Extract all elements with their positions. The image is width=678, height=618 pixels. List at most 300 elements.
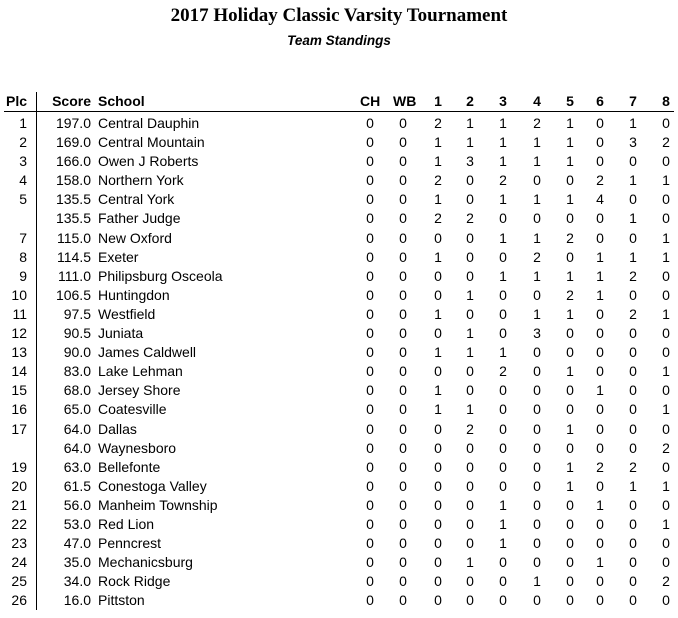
school-cell: Lake Lehman (98, 363, 183, 380)
table-row (0, 267, 678, 286)
round-value-cell: 0 (466, 458, 474, 475)
round-value-cell: 0 (566, 592, 574, 609)
round-value-cell: 1 (566, 305, 574, 322)
round-value-cell: 0 (499, 286, 507, 303)
place-cell: 8 (19, 248, 27, 265)
round-value-cell: 1 (499, 134, 507, 151)
round-value-cell: 0 (533, 496, 541, 513)
round-value-cell: 0 (629, 286, 637, 303)
place-cell: 17 (11, 420, 27, 437)
round-value-cell: 0 (434, 267, 442, 284)
school-cell: Exeter (98, 248, 139, 265)
round-value-cell: 1 (629, 477, 637, 494)
round-value-cell: 0 (466, 267, 474, 284)
round-value-cell: 0 (566, 496, 574, 513)
round-value-cell: 0 (399, 229, 407, 246)
round-value-cell: 1 (499, 267, 507, 284)
round-value-cell: 0 (466, 496, 474, 513)
round-value-cell: 1 (434, 153, 442, 170)
round-value-cell: 1 (434, 191, 442, 208)
round-value-cell: 2 (533, 115, 541, 131)
round-value-cell: 0 (596, 363, 604, 380)
round-value-cell: 1 (533, 267, 541, 284)
round-value-cell: 0 (399, 210, 407, 227)
place-cell: 11 (12, 305, 27, 322)
round-value-cell: 0 (596, 134, 604, 151)
place-cell: 14 (11, 363, 27, 380)
score-cell: 115.0 (57, 229, 91, 246)
round-value-cell: 0 (366, 229, 374, 246)
school-cell: Red Lion (98, 515, 155, 532)
table-row (0, 343, 678, 362)
round-value-cell: 1 (629, 210, 637, 227)
round-value-cell: 0 (366, 210, 374, 227)
school-cell: Jersey Shore (98, 382, 181, 399)
round-value-cell: 0 (566, 210, 574, 227)
round-value-cell: 0 (662, 592, 670, 609)
score-cell: 197.0 (55, 115, 91, 131)
round-value-cell: 1 (499, 515, 507, 532)
header-round-7: 6 (596, 93, 604, 109)
score-cell: 64.0 (63, 439, 91, 456)
place-cell: 1 (19, 115, 27, 131)
round-value-cell: 1 (499, 153, 507, 170)
score-cell: 114.5 (57, 248, 91, 265)
round-value-cell: 0 (434, 477, 442, 494)
round-value-cell: 1 (596, 496, 604, 513)
score-cell: 90.5 (63, 325, 91, 342)
round-value-cell: 0 (399, 496, 407, 513)
header-round-5: 4 (533, 93, 541, 109)
round-value-cell: 0 (596, 115, 604, 131)
round-value-cell: 0 (399, 535, 407, 552)
table-row (0, 362, 678, 381)
place-cell: 13 (11, 344, 27, 361)
round-value-cell: 0 (596, 401, 604, 418)
round-value-cell: 0 (434, 439, 442, 456)
round-value-cell: 1 (533, 134, 541, 151)
round-value-cell: 0 (566, 535, 574, 552)
score-cell: 34.0 (63, 573, 91, 590)
header-score: Score (52, 93, 91, 109)
school-cell: Coatesville (98, 401, 167, 418)
round-value-cell: 1 (499, 115, 507, 131)
place-cell: 25 (11, 573, 27, 590)
round-value-cell: 0 (533, 401, 541, 418)
round-value-cell: 2 (434, 115, 442, 131)
table-row (0, 439, 678, 458)
round-value-cell: 1 (533, 191, 541, 208)
round-value-cell: 0 (629, 153, 637, 170)
round-value-cell: 0 (566, 382, 574, 399)
round-value-cell: 0 (499, 210, 507, 227)
round-value-cell: 0 (629, 401, 637, 418)
round-value-cell: 0 (399, 286, 407, 303)
place-cell: 12 (11, 325, 27, 342)
school-cell: Conestoga Valley (98, 477, 207, 494)
round-value-cell: 0 (466, 439, 474, 456)
round-value-cell: 0 (399, 458, 407, 475)
place-cell: 9 (19, 267, 27, 284)
round-value-cell: 0 (499, 248, 507, 265)
round-value-cell: 1 (662, 477, 670, 494)
round-value-cell: 0 (399, 477, 407, 494)
round-value-cell: 0 (466, 191, 474, 208)
header-round-3: 2 (466, 93, 474, 109)
round-value-cell: 2 (662, 439, 670, 456)
school-cell: Central Dauphin (98, 115, 200, 131)
round-value-cell: 0 (499, 401, 507, 418)
round-value-cell: 0 (366, 535, 374, 552)
round-value-cell: 0 (466, 592, 474, 609)
round-value-cell: 0 (366, 573, 374, 590)
round-value-cell: 2 (533, 248, 541, 265)
place-cell: 26 (11, 592, 27, 609)
round-value-cell: 0 (596, 515, 604, 532)
round-value-cell: 0 (366, 363, 374, 380)
round-value-cell: 0 (499, 420, 507, 437)
round-value-cell: 0 (662, 267, 670, 284)
table-row (0, 496, 678, 515)
table-row (0, 286, 678, 305)
round-value-cell: 1 (499, 496, 507, 513)
round-value-cell: 0 (533, 439, 541, 456)
round-value-cell: 0 (662, 191, 670, 208)
round-value-cell: 1 (566, 458, 574, 475)
round-value-cell: 0 (434, 515, 442, 532)
school-cell: Central Mountain (98, 134, 205, 151)
school-cell: New Oxford (98, 229, 172, 246)
table-row (0, 152, 678, 171)
round-value-cell: 0 (533, 286, 541, 303)
round-value-cell: 1 (533, 305, 541, 322)
place-cell: 7 (19, 229, 27, 246)
table-row (0, 171, 678, 190)
round-value-cell: 1 (434, 401, 442, 418)
page-subtitle: Team Standings (287, 33, 391, 48)
round-value-cell: 0 (366, 248, 374, 265)
score-cell: 56.0 (63, 496, 91, 513)
round-value-cell: 0 (629, 382, 637, 399)
header-round-2: 1 (434, 93, 442, 109)
round-value-cell: 0 (566, 401, 574, 418)
round-value-cell: 1 (466, 134, 474, 151)
round-value-cell: 1 (499, 191, 507, 208)
school-cell: Owen J Roberts (98, 153, 199, 170)
table-row (0, 324, 678, 343)
round-value-cell: 2 (629, 267, 637, 284)
round-value-cell: 1 (629, 248, 637, 265)
score-cell: 90.0 (63, 344, 91, 361)
round-value-cell: 0 (533, 172, 541, 189)
round-value-cell: 0 (662, 210, 670, 227)
round-value-cell: 0 (662, 286, 670, 303)
school-cell: Dallas (98, 420, 137, 437)
table-row (0, 114, 678, 133)
round-value-cell: 0 (399, 115, 407, 131)
round-value-cell: 2 (434, 172, 442, 189)
round-value-cell: 0 (366, 515, 374, 532)
round-value-cell: 1 (466, 344, 474, 361)
table-row (0, 190, 678, 209)
table-row (0, 305, 678, 324)
round-value-cell: 0 (466, 477, 474, 494)
round-value-cell: 0 (366, 305, 374, 322)
round-value-cell: 2 (566, 229, 574, 246)
round-value-cell: 1 (596, 248, 604, 265)
round-value-cell: 0 (434, 286, 442, 303)
table-row (0, 248, 678, 267)
school-cell: Bellefonte (98, 458, 161, 475)
header-round-8: 7 (629, 93, 637, 109)
round-value-cell: 1 (629, 172, 637, 189)
round-value-cell: 0 (399, 325, 407, 342)
round-value-cell: 0 (629, 554, 637, 571)
round-value-cell: 0 (629, 573, 637, 590)
round-value-cell: 1 (662, 172, 670, 189)
round-value-cell: 0 (434, 535, 442, 552)
round-value-cell: 1 (662, 363, 670, 380)
place-cell: 19 (11, 458, 27, 475)
school-cell: Northern York (98, 172, 184, 189)
round-value-cell: 0 (366, 401, 374, 418)
round-value-cell: 2 (662, 573, 670, 590)
round-value-cell: 0 (662, 115, 670, 131)
school-cell: James Caldwell (98, 344, 197, 361)
table-row (0, 229, 678, 248)
round-value-cell: 0 (366, 115, 374, 131)
round-value-cell: 0 (399, 573, 407, 590)
round-value-cell: 0 (366, 554, 374, 571)
page-title: 2017 Holiday Classic Varsity Tournament (170, 5, 508, 26)
round-value-cell: 0 (434, 420, 442, 437)
round-value-cell: 0 (596, 592, 604, 609)
header-divider (4, 111, 674, 112)
round-value-cell: 0 (566, 344, 574, 361)
round-value-cell: 1 (662, 229, 670, 246)
round-value-cell: 1 (533, 229, 541, 246)
round-value-cell: 1 (499, 344, 507, 361)
round-value-cell: 0 (466, 363, 474, 380)
score-cell: 68.0 (63, 382, 91, 399)
round-value-cell: 0 (499, 325, 507, 342)
school-cell: Manheim Township (98, 496, 218, 513)
round-value-cell: 1 (662, 515, 670, 532)
round-value-cell: 0 (629, 535, 637, 552)
round-value-cell: 1 (533, 573, 541, 590)
school-cell: Central York (98, 191, 175, 208)
round-value-cell: 0 (499, 439, 507, 456)
round-value-cell: 0 (596, 535, 604, 552)
score-cell: 135.5 (55, 210, 91, 227)
round-value-cell: 0 (629, 191, 637, 208)
round-value-cell: 0 (366, 134, 374, 151)
column-divider (36, 92, 37, 610)
round-value-cell: 0 (499, 592, 507, 609)
round-value-cell: 2 (434, 210, 442, 227)
round-value-cell: 1 (566, 267, 574, 284)
round-value-cell: 0 (399, 248, 407, 265)
round-value-cell: 1 (566, 153, 574, 170)
standings-table (0, 88, 678, 610)
round-value-cell: 0 (466, 573, 474, 590)
school-cell: Penncrest (98, 535, 162, 552)
round-value-cell: 0 (399, 363, 407, 380)
round-value-cell: 0 (566, 554, 574, 571)
score-cell: 63.0 (63, 458, 91, 475)
round-value-cell: 2 (596, 172, 604, 189)
round-value-cell: 0 (533, 477, 541, 494)
school-cell: Mechanicsburg (98, 554, 193, 571)
school-cell: Huntingdon (98, 286, 170, 303)
round-value-cell: 0 (629, 229, 637, 246)
place-cell: 2 (19, 134, 27, 151)
round-value-cell: 0 (466, 172, 474, 189)
round-value-cell: 1 (499, 535, 507, 552)
score-cell: 61.5 (63, 477, 91, 494)
place-cell: 24 (11, 554, 27, 571)
round-value-cell: 0 (499, 382, 507, 399)
table-row (0, 572, 678, 591)
round-value-cell: 3 (533, 325, 541, 342)
score-cell: 65.0 (63, 401, 91, 418)
round-value-cell: 0 (366, 439, 374, 456)
place-cell: 5 (19, 191, 27, 208)
school-cell: Juniata (98, 325, 144, 342)
round-value-cell: 0 (366, 496, 374, 513)
header-plc: Plc (5, 93, 27, 109)
score-cell: 166.0 (55, 153, 91, 170)
header-round-6: 5 (566, 93, 574, 109)
place-cell: 3 (19, 153, 27, 170)
round-value-cell: 2 (596, 458, 604, 475)
round-value-cell: 1 (466, 286, 474, 303)
table-row (0, 477, 678, 496)
table-row (0, 515, 678, 534)
place-cell: 10 (11, 286, 27, 303)
round-value-cell: 0 (596, 305, 604, 322)
round-value-cell: 0 (399, 554, 407, 571)
round-value-cell: 0 (596, 153, 604, 170)
round-value-cell: 0 (366, 286, 374, 303)
round-value-cell: 0 (466, 535, 474, 552)
round-value-cell: 1 (596, 267, 604, 284)
round-value-cell: 0 (596, 420, 604, 437)
round-value-cell: 2 (499, 172, 507, 189)
table-body (0, 114, 678, 610)
round-value-cell: 0 (366, 325, 374, 342)
round-value-cell: 0 (596, 325, 604, 342)
round-value-cell: 0 (662, 535, 670, 552)
round-value-cell: 0 (629, 420, 637, 437)
round-value-cell: 0 (399, 344, 407, 361)
round-value-cell: 1 (499, 229, 507, 246)
table-row (0, 381, 678, 400)
table-row (0, 534, 678, 553)
round-value-cell: 2 (466, 420, 474, 437)
round-value-cell: 0 (399, 191, 407, 208)
round-value-cell: 0 (629, 363, 637, 380)
round-value-cell: 0 (366, 153, 374, 170)
round-value-cell: 3 (629, 134, 637, 151)
round-value-cell: 1 (566, 134, 574, 151)
header-round-0: CH (360, 93, 381, 109)
round-value-cell: 0 (533, 382, 541, 399)
round-value-cell: 0 (399, 153, 407, 170)
round-value-cell: 0 (434, 496, 442, 513)
round-value-cell: 0 (466, 382, 474, 399)
header-round-1: WB (393, 93, 417, 109)
round-value-cell: 0 (629, 592, 637, 609)
round-value-cell: 0 (434, 458, 442, 475)
score-cell: 53.0 (63, 515, 91, 532)
round-value-cell: 0 (366, 382, 374, 399)
round-value-cell: 0 (629, 325, 637, 342)
table-row (0, 133, 678, 152)
score-cell: 97.5 (63, 305, 91, 322)
header-round-9: 8 (662, 93, 670, 109)
score-cell: 111.0 (58, 267, 91, 284)
round-value-cell: 0 (533, 363, 541, 380)
round-value-cell: 0 (533, 554, 541, 571)
round-value-cell: 0 (533, 592, 541, 609)
round-value-cell: 0 (566, 172, 574, 189)
round-value-cell: 0 (399, 382, 407, 399)
round-value-cell: 0 (629, 439, 637, 456)
round-value-cell: 0 (566, 325, 574, 342)
round-value-cell: 1 (434, 344, 442, 361)
school-cell: Rock Ridge (98, 573, 171, 590)
round-value-cell: 1 (566, 363, 574, 380)
round-value-cell: 0 (499, 477, 507, 494)
round-value-cell: 0 (662, 153, 670, 170)
school-cell: Waynesboro (98, 439, 177, 456)
round-value-cell: 0 (399, 401, 407, 418)
round-value-cell: 0 (662, 496, 670, 513)
round-value-cell: 0 (434, 325, 442, 342)
round-value-cell: 0 (366, 267, 374, 284)
round-value-cell: 0 (566, 573, 574, 590)
round-value-cell: 1 (466, 554, 474, 571)
round-value-cell: 0 (662, 382, 670, 399)
round-value-cell: 1 (596, 286, 604, 303)
round-value-cell: 1 (466, 325, 474, 342)
round-value-cell: 0 (566, 248, 574, 265)
round-value-cell: 0 (533, 344, 541, 361)
round-value-cell: 0 (366, 592, 374, 609)
round-value-cell: 0 (629, 496, 637, 513)
score-cell: 35.0 (63, 554, 91, 571)
round-value-cell: 4 (596, 191, 604, 208)
table-row (0, 400, 678, 419)
round-value-cell: 0 (399, 305, 407, 322)
round-value-cell: 0 (466, 515, 474, 532)
round-value-cell: 0 (466, 248, 474, 265)
round-value-cell: 0 (596, 344, 604, 361)
round-value-cell: 0 (629, 344, 637, 361)
round-value-cell: 1 (662, 305, 670, 322)
round-value-cell: 0 (399, 267, 407, 284)
score-cell: 64.0 (63, 420, 91, 437)
round-value-cell: 1 (434, 134, 442, 151)
table-row (0, 458, 678, 477)
place-cell: 15 (11, 382, 27, 399)
round-value-cell: 0 (662, 420, 670, 437)
round-value-cell: 0 (466, 305, 474, 322)
round-value-cell: 0 (662, 344, 670, 361)
round-value-cell: 1 (596, 554, 604, 571)
round-value-cell: 1 (662, 248, 670, 265)
